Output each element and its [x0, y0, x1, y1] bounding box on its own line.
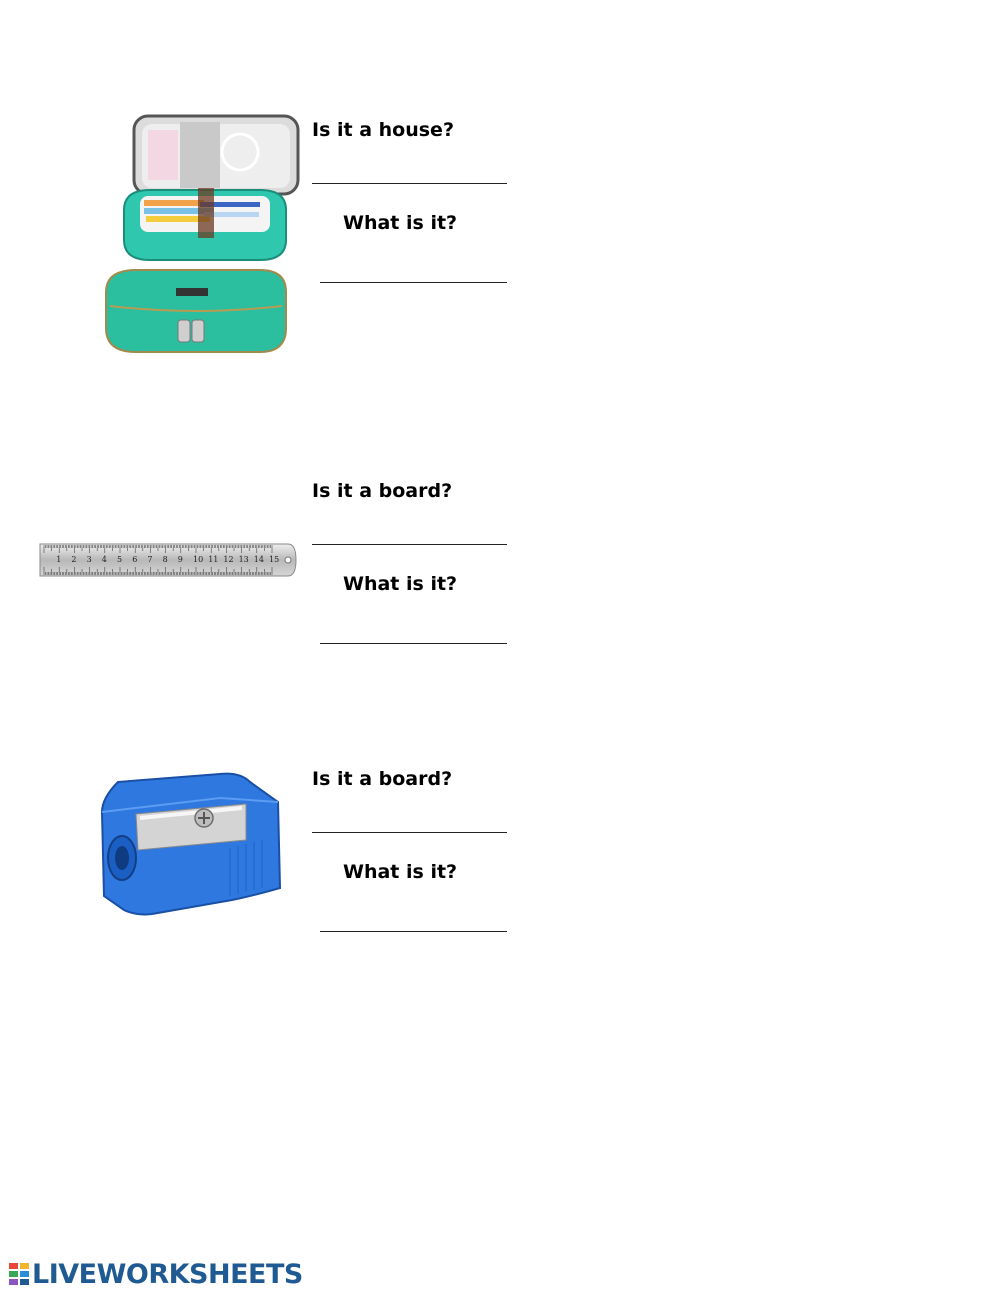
ruler-number: 5: [117, 555, 123, 564]
pencil-case-image: [100, 110, 300, 360]
ruler-number: 7: [147, 555, 153, 564]
ruler-number: 8: [162, 555, 168, 564]
ruler-number: 6: [132, 555, 138, 564]
question-1: Is it a house?: [312, 119, 454, 141]
ruler-number: 11: [208, 555, 219, 564]
followup-2: What is it?: [343, 573, 458, 595]
answer-line-3b[interactable]: [320, 916, 507, 936]
ruler-number: 9: [177, 555, 183, 564]
answer-line-3a[interactable]: [312, 817, 507, 837]
ruler-number: 12: [223, 555, 234, 564]
answer-line-2b[interactable]: [320, 628, 507, 648]
ruler-number: 4: [101, 555, 107, 564]
liveworksheets-logo-text: LIVEWORKSHEETS: [32, 1258, 303, 1290]
liveworksheets-logo-icon: [8, 1261, 30, 1287]
ruler-image: [38, 540, 298, 580]
answer-line-1b[interactable]: [320, 267, 507, 287]
question-2: Is it a board?: [312, 480, 453, 502]
ruler-number: 3: [86, 555, 92, 564]
ruler-number: 13: [238, 555, 249, 564]
ruler-number: 14: [253, 555, 264, 564]
ruler-number: 15: [269, 555, 280, 564]
followup-3: What is it?: [343, 861, 458, 883]
ruler-number: 2: [71, 555, 77, 564]
answer-line-1a[interactable]: [312, 168, 507, 188]
pencil-sharpener-image: [100, 768, 290, 920]
ruler-number: 10: [193, 555, 204, 564]
question-3: Is it a board?: [312, 768, 453, 790]
answer-line-2a[interactable]: [312, 529, 507, 549]
followup-1: What is it?: [343, 212, 458, 234]
ruler-number: 1: [56, 555, 62, 564]
liveworksheets-logo: [8, 1258, 303, 1290]
